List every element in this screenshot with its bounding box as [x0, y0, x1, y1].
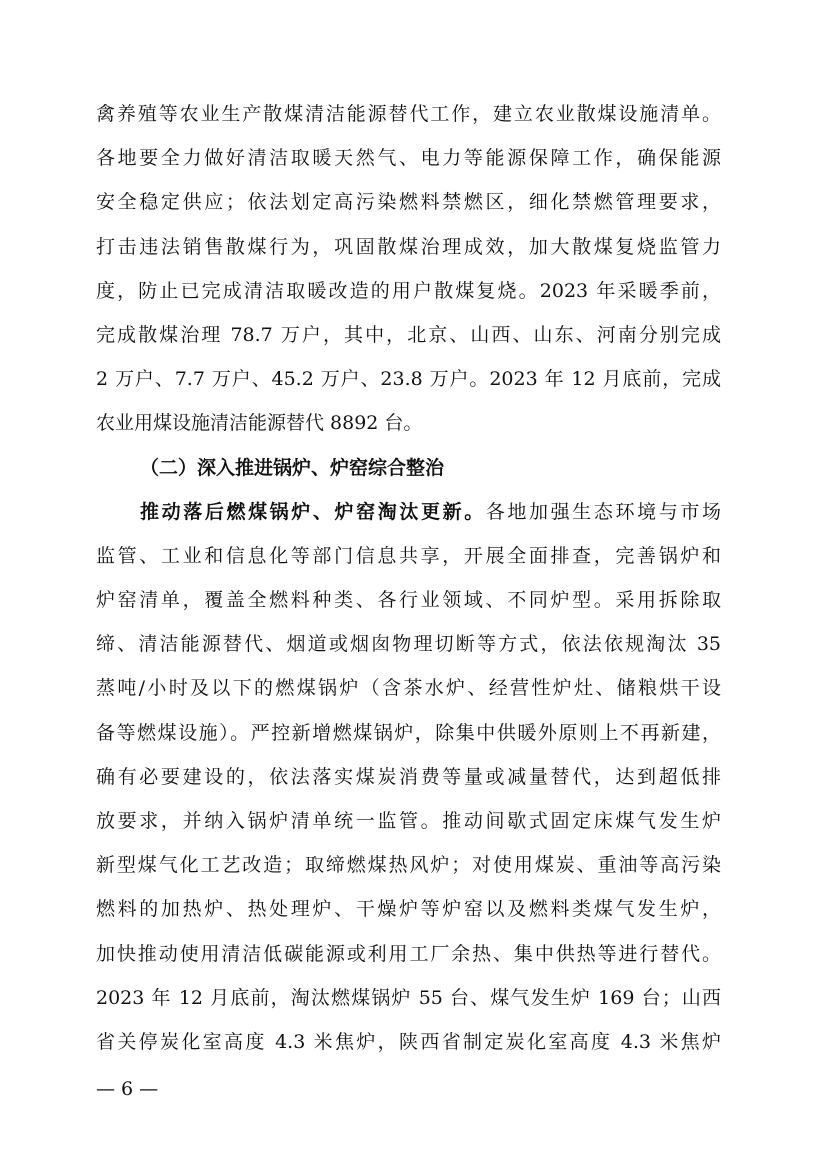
paragraph-line: 度，防止已完成清洁取暖改造的用户散煤复烧。2023 年采暖季前， — [96, 279, 721, 302]
paragraph-line: 安全稳定供应；依法划定高污染燃料禁燃区，细化禁燃管理要求， — [96, 191, 721, 214]
paragraph-line: 燃料的加热炉、热处理炉、干燥炉等炉窑以及燃料类煤气发生炉， — [96, 898, 721, 921]
paragraph-line: 放要求，并纳入锅炉清单统一监管。推动间歇式固定床煤气发生炉 — [96, 810, 721, 832]
paragraph-line: 备等燃煤设施）。严控新增燃煤锅炉，除集中供暖外原则上不再新建， — [96, 721, 721, 744]
section-heading: （二）深入推进锅炉、炉窑综合整治 — [140, 456, 445, 479]
paragraph-line: 新型煤气化工艺改造；取缔燃煤热风炉；对使用煤炭、重油等高污染 — [96, 854, 721, 877]
paragraph-line: 2 万户、7.7 万户、45.2 万户、23.8 万户。2023 年 12 月底前，完成 — [96, 368, 721, 391]
paragraph-lead: 推动落后燃煤锅炉、炉窑淘汰更新。 — [140, 500, 486, 523]
paragraph-line: 各地要全力做好清洁取暖天然气、电力等能源保障工作，确保能源 — [96, 147, 721, 170]
paragraph-line: 打击违法销售散煤行为，巩固散煤治理成效，加大散煤复烧监管力 — [96, 235, 721, 258]
paragraph-line: 监管、工业和信息化等部门信息共享，开展全面排查，完善锅炉和 — [96, 544, 721, 567]
paragraph-line: 蒸吨/小时及以下的燃煤锅炉（含茶水炉、经营性炉灶、储粮烘干设 — [96, 677, 721, 700]
paragraph-line: 确有必要建设的，依法落实煤炭消费等量或减量替代，达到超低排 — [96, 765, 721, 788]
paragraph-line: 加快推动使用清洁低碳能源或利用工厂余热、集中供热等进行替代。 — [96, 942, 721, 965]
paragraph-line: 农业用煤设施清洁能源替代 8892 台。 — [96, 412, 423, 435]
paragraph-lead-rest: 各地加强生态环境与市场 — [485, 500, 721, 523]
paragraph-line: 缔、清洁能源替代、烟道或烟囱物理切断等方式，依法依规淘汰 35 — [96, 633, 721, 656]
paragraph-line: 炉窑清单，覆盖全燃料种类、各行业领域、不同炉型。采用拆除取 — [96, 589, 721, 612]
paragraph-line: 完成散煤治理 78.7 万户，其中，北京、山西、山东、河南分别完成 — [96, 323, 721, 346]
paragraph-line: 2023 年 12 月底前，淘汰燃煤锅炉 55 台、煤气发生炉 169 台；山西 — [96, 986, 721, 1009]
page-number: — 6 — — [96, 1078, 159, 1100]
document-body — [96, 92, 721, 1064]
paragraph-line: 禽养殖等农业生产散煤清洁能源替代工作，建立农业散煤设施清单。 — [96, 103, 721, 125]
paragraph-line: 省关停炭化室高度 4.3 米焦炉，陕西省制定炭化室高度 4.3 米焦炉 — [96, 1030, 721, 1053]
paragraph-first-line — [96, 490, 721, 534]
